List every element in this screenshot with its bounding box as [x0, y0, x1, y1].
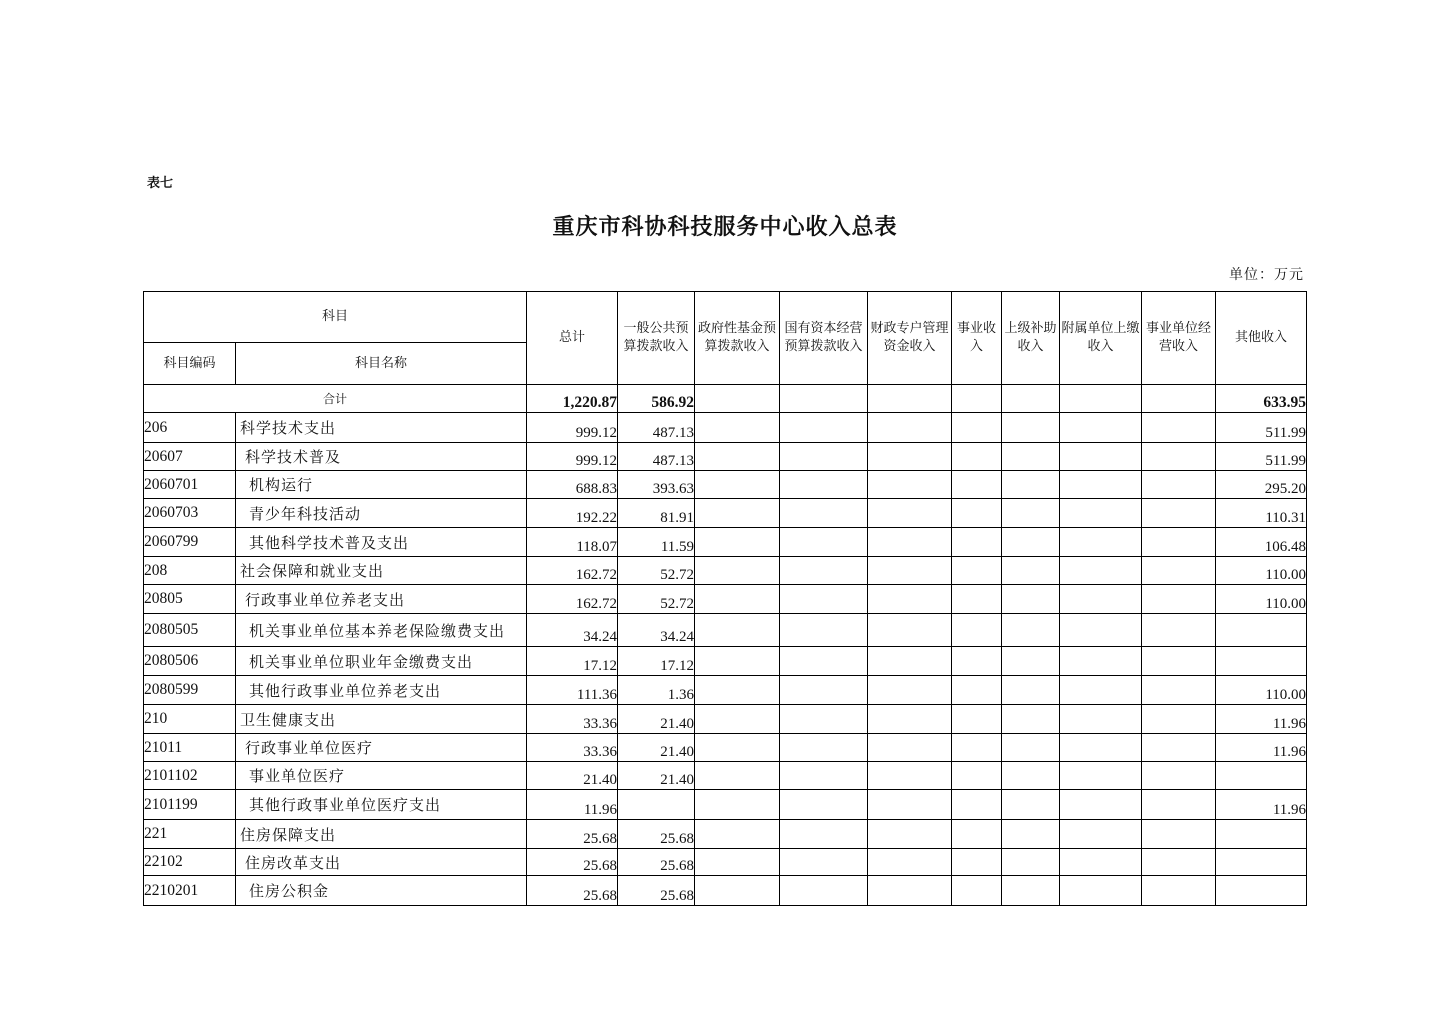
subject-code-cell: 20805 — [144, 585, 236, 614]
value-cell: 110.00 — [1216, 585, 1307, 614]
value-cell: 11.96 — [527, 790, 618, 820]
value-cell — [695, 471, 780, 499]
value-cell — [1002, 499, 1060, 528]
value-cell — [1142, 471, 1216, 499]
value-cell — [695, 528, 780, 557]
subject-code-cell: 221 — [144, 820, 236, 849]
value-cell — [1142, 557, 1216, 585]
value-cell: 25.68 — [618, 876, 695, 906]
value-cell — [780, 820, 868, 849]
value-cell — [780, 790, 868, 820]
value-cell: 11.59 — [618, 528, 695, 557]
value-cell — [952, 762, 1002, 790]
value-cell — [780, 614, 868, 647]
value-cell — [780, 676, 868, 705]
subject-name-cell: 卫生健康支出 — [236, 705, 527, 734]
value-cell: 17.12 — [618, 647, 695, 676]
value-cell — [1216, 647, 1307, 676]
value-cell — [1002, 734, 1060, 762]
subject-name-header: 科目名称 — [236, 343, 527, 385]
column-header: 政府性基金预算拨款收入 — [695, 292, 780, 385]
value-cell — [1060, 820, 1142, 849]
value-cell — [1142, 849, 1216, 876]
value-cell — [952, 705, 1002, 734]
value-cell: 192.22 — [527, 499, 618, 528]
value-cell — [695, 647, 780, 676]
total-cell — [1060, 385, 1142, 413]
subject-name-cell: 青少年科技活动 — [236, 499, 527, 528]
value-cell — [695, 734, 780, 762]
value-cell — [952, 614, 1002, 647]
value-cell — [1216, 820, 1307, 849]
table-row — [144, 647, 1307, 676]
value-cell — [695, 585, 780, 614]
value-cell: 487.13 — [618, 413, 695, 443]
value-cell — [695, 676, 780, 705]
table-row — [144, 762, 1307, 790]
total-cell: 1,220.87 — [527, 385, 618, 413]
value-cell — [952, 443, 1002, 471]
value-cell: 110.00 — [1216, 557, 1307, 585]
value-cell: 33.36 — [527, 734, 618, 762]
value-cell: 118.07 — [527, 528, 618, 557]
subject-code-cell: 206 — [144, 413, 236, 443]
value-cell — [695, 849, 780, 876]
value-cell — [868, 820, 952, 849]
value-cell: 162.72 — [527, 557, 618, 585]
value-cell — [618, 790, 695, 820]
value-cell — [952, 820, 1002, 849]
value-cell: 999.12 — [527, 413, 618, 443]
total-cell: 586.92 — [618, 385, 695, 413]
value-cell — [1216, 876, 1307, 906]
subject-name-cell: 科学技术支出 — [236, 413, 527, 443]
value-cell — [868, 585, 952, 614]
value-cell: 25.68 — [527, 849, 618, 876]
value-cell — [780, 647, 868, 676]
value-cell: 511.99 — [1216, 413, 1307, 443]
value-cell — [1060, 876, 1142, 906]
value-cell — [695, 820, 780, 849]
value-cell: 487.13 — [618, 443, 695, 471]
value-cell — [780, 849, 868, 876]
value-cell: 21.40 — [618, 705, 695, 734]
value-cell — [780, 499, 868, 528]
value-cell — [1142, 647, 1216, 676]
value-cell: 25.68 — [618, 820, 695, 849]
subject-code-cell: 2060701 — [144, 471, 236, 499]
value-cell — [952, 647, 1002, 676]
subject-name-cell: 行政事业单位医疗 — [236, 734, 527, 762]
table-row — [144, 443, 1307, 471]
table-label: 表七 — [147, 176, 174, 191]
subject-name-cell: 事业单位医疗 — [236, 762, 527, 790]
column-header: 一般公共预算拨款收入 — [618, 292, 695, 385]
subject-code-cell: 210 — [144, 705, 236, 734]
table-row — [144, 471, 1307, 499]
total-cell: 633.95 — [1216, 385, 1307, 413]
value-cell: 25.68 — [618, 849, 695, 876]
value-cell: 34.24 — [527, 614, 618, 647]
subject-code-cell: 2060799 — [144, 528, 236, 557]
column-header: 总计 — [527, 292, 618, 385]
value-cell: 11.96 — [1216, 705, 1307, 734]
value-cell — [1002, 705, 1060, 734]
value-cell — [1142, 614, 1216, 647]
subject-code-cell: 2080505 — [144, 614, 236, 647]
column-header: 财政专户管理资金收入 — [868, 292, 952, 385]
value-cell — [952, 876, 1002, 906]
value-cell: 688.83 — [527, 471, 618, 499]
income-summary-table — [143, 291, 1307, 906]
value-cell — [868, 528, 952, 557]
subject-name-cell: 科学技术普及 — [236, 443, 527, 471]
subject-name-cell: 其他科学技术普及支出 — [236, 528, 527, 557]
table-row — [144, 413, 1307, 443]
value-cell — [1142, 762, 1216, 790]
subject-name-cell: 机构运行 — [236, 471, 527, 499]
value-cell — [868, 557, 952, 585]
subject-code-cell: 2101199 — [144, 790, 236, 820]
value-cell — [780, 762, 868, 790]
table-row — [144, 676, 1307, 705]
unit-label: 单位：万元 — [1229, 267, 1304, 283]
value-cell — [868, 734, 952, 762]
value-cell: 25.68 — [527, 876, 618, 906]
value-cell — [1060, 528, 1142, 557]
table-row — [144, 790, 1307, 820]
value-cell — [1002, 413, 1060, 443]
subject-name-cell: 其他行政事业单位养老支出 — [236, 676, 527, 705]
total-row — [144, 385, 1307, 413]
value-cell — [1142, 734, 1216, 762]
value-cell — [1060, 443, 1142, 471]
value-cell: 25.68 — [527, 820, 618, 849]
value-cell: 295.20 — [1216, 471, 1307, 499]
value-cell — [868, 849, 952, 876]
value-cell — [1060, 585, 1142, 614]
value-cell — [868, 790, 952, 820]
value-cell — [868, 614, 952, 647]
value-cell: 110.31 — [1216, 499, 1307, 528]
column-header: 事业收入 — [952, 292, 1002, 385]
subject-code-header: 科目编码 — [144, 343, 236, 385]
value-cell — [1142, 413, 1216, 443]
value-cell: 81.91 — [618, 499, 695, 528]
total-cell — [780, 385, 868, 413]
value-cell — [1060, 734, 1142, 762]
value-cell — [1002, 647, 1060, 676]
value-cell — [1060, 705, 1142, 734]
value-cell: 21.40 — [618, 762, 695, 790]
value-cell: 999.12 — [527, 443, 618, 471]
subject-name-cell: 社会保障和就业支出 — [236, 557, 527, 585]
value-cell — [1002, 614, 1060, 647]
value-cell — [868, 762, 952, 790]
table-row — [144, 585, 1307, 614]
value-cell — [1060, 762, 1142, 790]
value-cell — [868, 876, 952, 906]
value-cell: 511.99 — [1216, 443, 1307, 471]
value-cell: 11.96 — [1216, 790, 1307, 820]
value-cell — [695, 499, 780, 528]
value-cell — [1002, 876, 1060, 906]
value-cell — [695, 443, 780, 471]
value-cell — [1002, 585, 1060, 614]
value-cell — [1060, 614, 1142, 647]
subject-name-cell: 其他行政事业单位医疗支出 — [236, 790, 527, 820]
value-cell — [952, 528, 1002, 557]
value-cell: 52.72 — [618, 585, 695, 614]
subject-code-cell: 208 — [144, 557, 236, 585]
total-cell — [868, 385, 952, 413]
value-cell — [1002, 557, 1060, 585]
value-cell — [695, 614, 780, 647]
value-cell — [1002, 762, 1060, 790]
value-cell — [1060, 849, 1142, 876]
total-cell — [1002, 385, 1060, 413]
value-cell — [695, 762, 780, 790]
value-cell — [1060, 499, 1142, 528]
value-cell — [780, 734, 868, 762]
value-cell — [1142, 790, 1216, 820]
value-cell — [695, 413, 780, 443]
subject-group-header: 科目 — [144, 292, 527, 343]
total-cell — [1142, 385, 1216, 413]
value-cell — [1060, 676, 1142, 705]
value-cell — [1216, 849, 1307, 876]
value-cell — [1142, 820, 1216, 849]
value-cell: 111.36 — [527, 676, 618, 705]
value-cell — [868, 499, 952, 528]
value-cell — [780, 585, 868, 614]
value-cell — [1216, 614, 1307, 647]
value-cell — [1142, 528, 1216, 557]
column-header: 国有资本经营预算拨款收入 — [780, 292, 868, 385]
value-cell — [780, 443, 868, 471]
value-cell — [1142, 443, 1216, 471]
value-cell — [1142, 585, 1216, 614]
value-cell — [952, 557, 1002, 585]
value-cell: 106.48 — [1216, 528, 1307, 557]
value-cell — [1002, 790, 1060, 820]
value-cell: 17.12 — [527, 647, 618, 676]
value-cell — [1060, 647, 1142, 676]
value-cell — [952, 790, 1002, 820]
value-cell — [695, 557, 780, 585]
table-row — [144, 528, 1307, 557]
value-cell: 393.63 — [618, 471, 695, 499]
subject-code-cell: 2080599 — [144, 676, 236, 705]
subject-name-cell: 行政事业单位养老支出 — [236, 585, 527, 614]
value-cell — [952, 499, 1002, 528]
value-cell — [1002, 849, 1060, 876]
value-cell — [1142, 676, 1216, 705]
document-title: 重庆市科协科技服务中心收入总表 — [552, 214, 898, 240]
table-row — [144, 705, 1307, 734]
subject-code-cell: 2210201 — [144, 876, 236, 906]
total-cell — [952, 385, 1002, 413]
value-cell: 162.72 — [527, 585, 618, 614]
subject-name-cell: 住房公积金 — [236, 876, 527, 906]
value-cell: 52.72 — [618, 557, 695, 585]
value-cell — [1002, 820, 1060, 849]
value-cell — [780, 528, 868, 557]
table-row — [144, 849, 1307, 876]
value-cell — [952, 471, 1002, 499]
subject-code-cell: 22102 — [144, 849, 236, 876]
value-cell — [868, 676, 952, 705]
table-row — [144, 734, 1307, 762]
value-cell — [780, 557, 868, 585]
subject-code-cell: 20607 — [144, 443, 236, 471]
value-cell — [1142, 499, 1216, 528]
value-cell — [952, 585, 1002, 614]
value-cell — [868, 705, 952, 734]
column-header: 附属单位上缴收入 — [1060, 292, 1142, 385]
subject-code-cell: 2080506 — [144, 647, 236, 676]
subject-name-cell: 住房保障支出 — [236, 820, 527, 849]
value-cell: 11.96 — [1216, 734, 1307, 762]
value-cell — [952, 676, 1002, 705]
value-cell — [868, 647, 952, 676]
value-cell — [952, 849, 1002, 876]
value-cell — [1142, 705, 1216, 734]
value-cell — [1060, 413, 1142, 443]
value-cell — [952, 413, 1002, 443]
value-cell: 21.40 — [618, 734, 695, 762]
subject-code-cell: 2060703 — [144, 499, 236, 528]
subject-code-cell: 2101102 — [144, 762, 236, 790]
value-cell — [1216, 762, 1307, 790]
value-cell — [780, 876, 868, 906]
value-cell — [1142, 876, 1216, 906]
value-cell — [868, 413, 952, 443]
value-cell — [868, 443, 952, 471]
value-cell: 110.00 — [1216, 676, 1307, 705]
value-cell — [1060, 471, 1142, 499]
table-row — [144, 820, 1307, 849]
table-row — [144, 557, 1307, 585]
subject-name-cell: 机关事业单位基本养老保险缴费支出 — [236, 614, 527, 647]
value-cell — [695, 705, 780, 734]
column-header: 事业单位经营收入 — [1142, 292, 1216, 385]
value-cell: 34.24 — [618, 614, 695, 647]
subject-code-cell: 21011 — [144, 734, 236, 762]
value-cell: 21.40 — [527, 762, 618, 790]
value-cell — [695, 876, 780, 906]
value-cell — [952, 734, 1002, 762]
column-header: 上级补助收入 — [1002, 292, 1060, 385]
table-row — [144, 499, 1307, 528]
subject-name-cell: 机关事业单位职业年金缴费支出 — [236, 647, 527, 676]
value-cell — [1002, 443, 1060, 471]
value-cell — [780, 471, 868, 499]
total-label: 合计 — [144, 385, 527, 413]
total-cell — [695, 385, 780, 413]
subject-name-cell: 住房改革支出 — [236, 849, 527, 876]
value-cell: 1.36 — [618, 676, 695, 705]
value-cell — [1060, 557, 1142, 585]
value-cell — [868, 471, 952, 499]
value-cell — [1002, 676, 1060, 705]
table-row — [144, 876, 1307, 906]
value-cell — [1002, 471, 1060, 499]
value-cell — [780, 413, 868, 443]
table-row — [144, 614, 1307, 647]
value-cell — [780, 705, 868, 734]
value-cell: 33.36 — [527, 705, 618, 734]
value-cell — [695, 790, 780, 820]
value-cell — [1060, 790, 1142, 820]
value-cell — [1002, 528, 1060, 557]
column-header: 其他收入 — [1216, 292, 1307, 385]
